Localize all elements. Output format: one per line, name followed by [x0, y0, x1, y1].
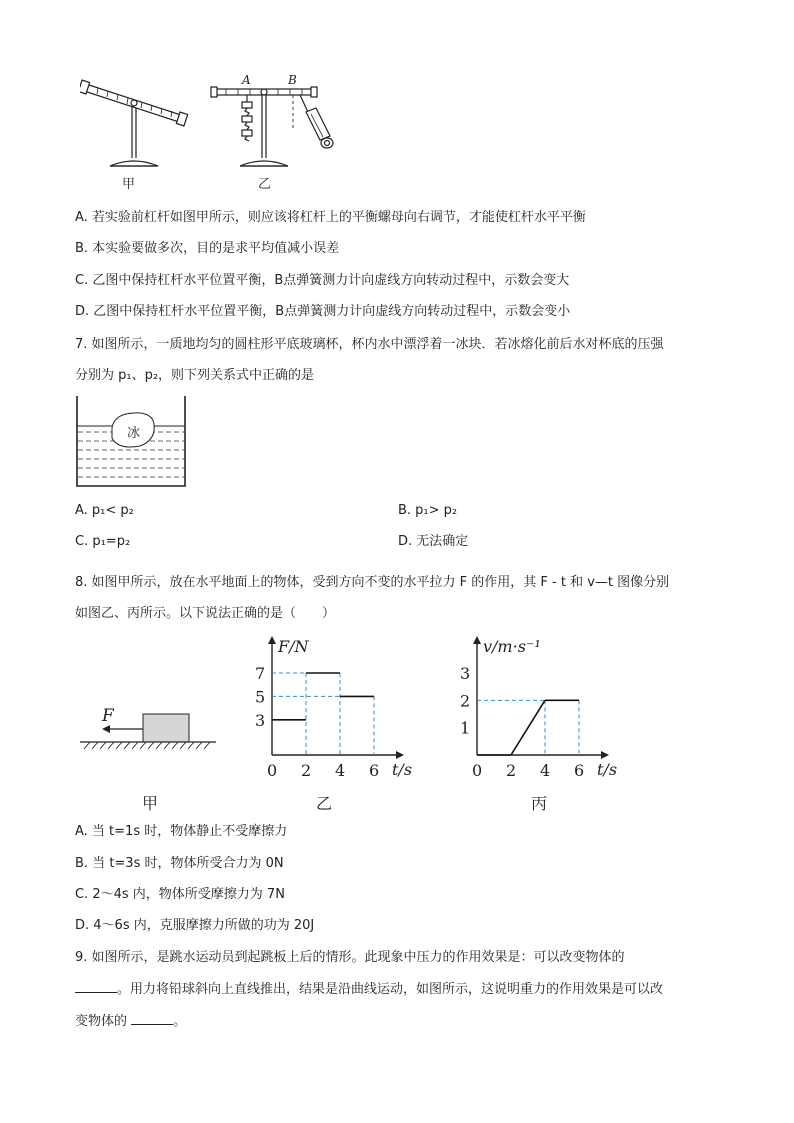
ice-label: 冰: [127, 426, 141, 441]
ft-x-tick-2: 2: [301, 761, 312, 780]
caption-jia: 甲: [142, 794, 159, 813]
q8-option-c: C. 2～4s 内，物体所受摩擦力为 7N: [75, 887, 285, 902]
q8-option-b: B. 当 t=3s 时，物体所受合力为 0N: [75, 856, 284, 871]
vt-y-label: v/m·s⁻¹: [483, 637, 541, 656]
figure-jia-label: 甲: [122, 177, 136, 192]
ft-y-label: F/N: [278, 637, 309, 656]
ft-y-tick-7: 7: [255, 664, 266, 683]
q7-stem-line2: 分别为 p₁、p₂，则下列关系式中正确的是: [75, 368, 315, 383]
q9-line3: [75, 1012, 186, 1031]
block-figure: [80, 700, 220, 760]
lever-jia-illustration: [80, 80, 188, 166]
ft-x-tick-6: 6: [369, 761, 380, 780]
point-b-label: B: [288, 73, 297, 87]
q8-option-d: D. 4～6s 内，克服摩擦力所做的功为 20J: [75, 918, 315, 933]
ft-y-arrow: [268, 636, 276, 644]
vt-x-tick-4: 4: [540, 761, 551, 780]
force-label: F: [102, 706, 114, 726]
q7-option-b: B. p₁> p₂: [398, 503, 458, 518]
lever-yi-illustration: [211, 87, 333, 166]
q9-line3-end: 。: [173, 1014, 187, 1029]
q9-line3-text: 变物体的: [75, 1014, 132, 1029]
ft-x-tick-0: 0: [267, 761, 278, 780]
vt-y-arrow: [473, 636, 481, 644]
ft-x-arrow: [396, 751, 404, 759]
vt-x-tick-0: 0: [472, 761, 483, 780]
q6-option-a: A. 若实验前杠杆如图甲所示，则应该将杠杆上的平衡螺母向右调节，才能使杠杆水平平衡: [75, 210, 586, 225]
cup-figure: [74, 396, 190, 488]
ft-x-label: t/s: [392, 760, 413, 779]
vt-y-tick-1: 1: [460, 718, 471, 738]
lever-figure: [80, 70, 340, 195]
block: [143, 714, 189, 742]
ft-x-tick-4: 4: [335, 761, 346, 780]
caption-bing: 丙: [531, 794, 548, 813]
q9-line2-text: 。用力将铅球斜向上直线推出，结果是沿曲线运动，如图所示，这说明重力的作用效果是可以改: [117, 982, 664, 997]
q7-stem-line1: 7. 如图所示，一质地均匀的圆柱形平底玻璃杯，杯内水中漂浮着一冰块．若冰熔化前后水对杯底的压强: [75, 337, 664, 352]
q7-option-d: D. 无法确定: [398, 534, 469, 549]
f-t-chart: [250, 628, 420, 788]
q9-line2: [75, 980, 663, 999]
ft-y-tick-5: 5: [255, 687, 266, 707]
vt-x-label: t/s: [597, 760, 618, 779]
q6-option-b: B. 本实验要做多次，目的是求平均值减小误差: [75, 241, 340, 256]
q9-blank-2[interactable]: [131, 1012, 173, 1025]
vt-x-tick-6: 6: [574, 761, 585, 780]
v-t-chart: [455, 628, 625, 788]
q6-option-d: D. 乙图中保持杠杆水平位置平衡，B点弹簧测力计向虚线方向转动过程中，示数会变小: [75, 304, 571, 319]
ft-y-tick-3: 3: [255, 710, 266, 730]
vt-x-arrow: [601, 751, 609, 759]
q8-stem-line1: 8. 如图甲所示，放在水平地面上的物体，受到方向不变的水平拉力 F 的作用，其 F - t 和 v—t 图像分别: [75, 575, 670, 590]
vt-y-tick-3: 3: [460, 664, 471, 683]
q7-option-c: C. p₁=p₂: [75, 534, 131, 549]
vt-y-tick-2: 2: [460, 691, 471, 711]
vt-x-tick-2: 2: [506, 761, 517, 780]
q6-option-c: C. 乙图中保持杠杆水平位置平衡，B点弹簧测力计向虚线方向转动过程中，示数会变大: [75, 273, 570, 288]
caption-yi: 乙: [316, 794, 333, 813]
vt-line-1: [511, 700, 545, 755]
point-a-label: A: [242, 73, 251, 87]
q8-option-a: A. 当 t=1s 时，物体静止不受摩擦力: [75, 824, 288, 839]
figure-yi-label: 乙: [258, 177, 272, 192]
q9-line1: 9. 如图所示，是跳水运动员到起跳板上后的情形。此现象中压力的作用效果是：可以改变物体的: [75, 950, 625, 965]
q8-stem-line2: 如图乙、丙所示。以下说法正确的是（ ）: [75, 606, 336, 621]
q7-option-a: A. p₁< p₂: [75, 503, 134, 518]
q9-blank-1[interactable]: [75, 980, 117, 993]
